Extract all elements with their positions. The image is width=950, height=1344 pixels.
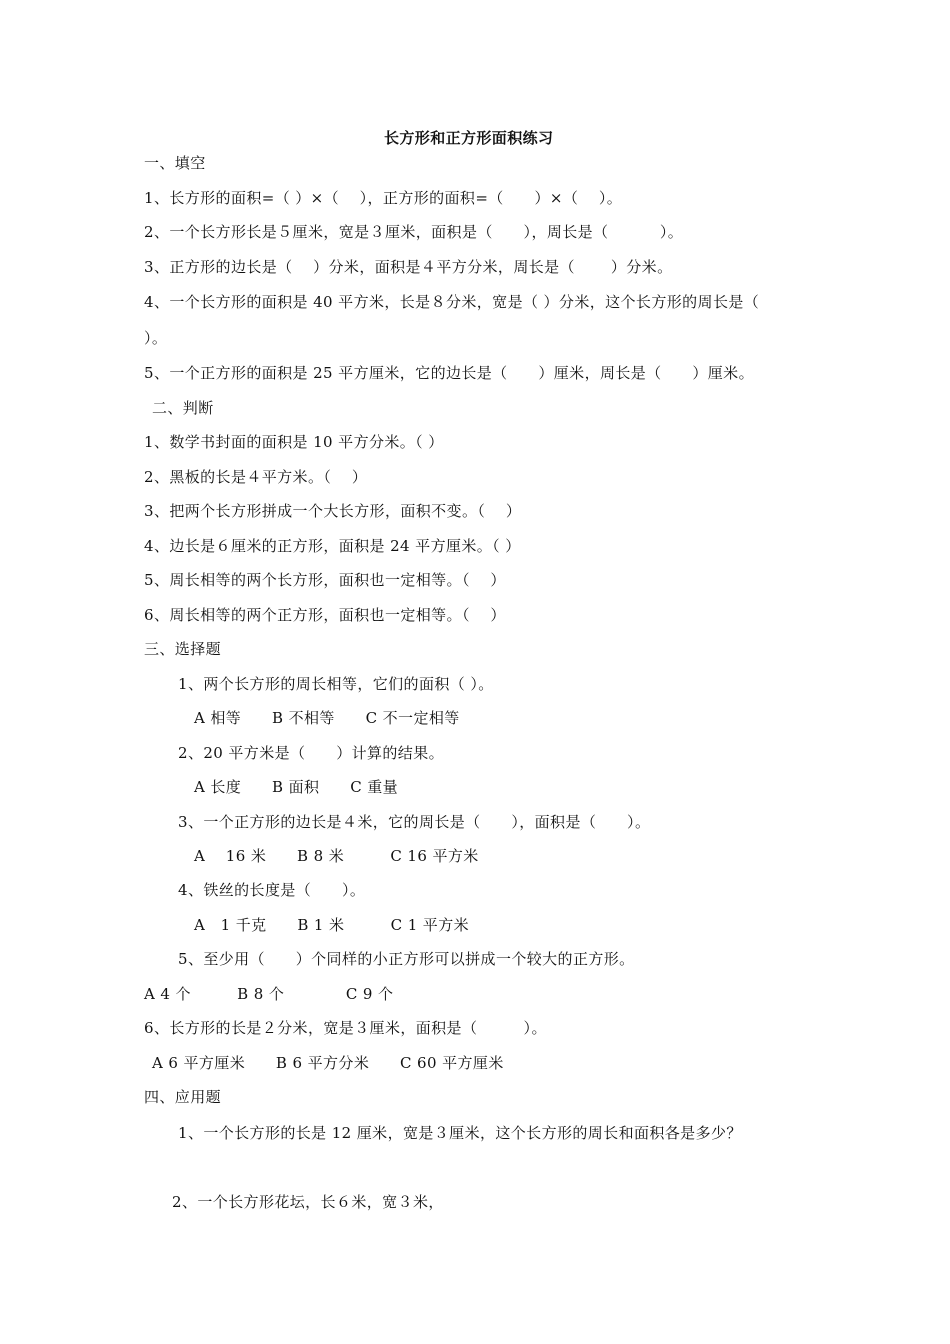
judge-item-3: 3、把两个长方形拼成一个大长方形，面积不变。（ ）	[144, 502, 522, 520]
choice-question-2: 2、20 平方米是（ ）计算的结果。	[178, 744, 444, 762]
choice-options-5: A 4 个 B 8 个 C 9 个	[144, 985, 394, 1003]
judge-item-4: 4、边长是６厘米的正方形，面积是 24 平方厘米。（ ）	[144, 537, 521, 555]
fill-blank-item-2: 2、一个长方形长是５厘米，宽是３厘米，面积是（ ），周长是（ ）。	[144, 223, 684, 241]
choice-question-3: 3、一个正方形的边长是４米，它的周长是（ ），面积是（ ）。	[178, 813, 651, 831]
choice-options-4: A 1 千克 B 1 米 C 1 平方米	[194, 916, 470, 934]
choice-question-4: 4、铁丝的长度是（ ）。	[178, 881, 366, 899]
choice-options-2: A 长度 B 面积 C 重量	[194, 778, 399, 796]
page-title: 长方形和正方形面积练习	[384, 129, 554, 147]
choice-options-6: A 6 平方厘米 B 6 平方分米 C 60 平方厘米	[152, 1054, 504, 1072]
section-heading-judge: 二、判断	[152, 399, 214, 417]
choice-options-1: A 相等 B 不相等 C 不一定相等	[194, 709, 460, 727]
judge-item-1: 1、数学书封面的面积是 10 平方分米。（ ）	[144, 433, 444, 451]
section-heading-application: 四、应用题	[144, 1088, 222, 1106]
choice-question-6: 6、长方形的长是２分米，宽是３厘米，面积是（ ）。	[144, 1019, 547, 1037]
fill-blank-item-4-continued: ）。	[144, 329, 168, 347]
judge-item-5: 5、周长相等的两个长方形，面积也一定相等。（ ）	[144, 571, 506, 589]
application-question-1: 1、一个长方形的长是 12 厘米，宽是３厘米，这个长方形的周长和面积各是多少？	[178, 1124, 742, 1142]
fill-blank-item-4: 4、一个长方形的面积是 40 平方米，长是８分米，宽是（ ）分米，这个长方形的周长是（	[144, 293, 760, 311]
choice-options-3: A 16 米 B 8 米 C 16 平方米	[194, 847, 479, 865]
section-heading-fill-blank: 一、填空	[144, 154, 206, 172]
application-question-2: 2、一个长方形花坛，长６米，宽３米，	[172, 1193, 444, 1211]
judge-item-2: 2、黑板的长是４平方米。（ ）	[144, 468, 368, 486]
section-heading-choice: 三、选择题	[144, 640, 222, 658]
fill-blank-item-5: 5、一个正方形的面积是 25 平方厘米，它的边长是（ ）厘米，周长是（ ）厘米。	[144, 364, 754, 382]
choice-question-5: 5、至少用（ ）个同样的小正方形可以拼成一个较大的正方形。	[178, 950, 635, 968]
fill-blank-item-3: 3、正方形的边长是（ ）分米，面积是４平方分米，周长是（ ）分米。	[144, 258, 673, 276]
fill-blank-item-1: 1、长方形的面积=（ ）×（ ），正方形的面积=（ ）×（ ）。	[144, 189, 623, 207]
judge-item-6: 6、周长相等的两个正方形，面积也一定相等。（ ）	[144, 606, 506, 624]
choice-question-1: 1、两个长方形的周长相等，它们的面积（ ）。	[178, 675, 494, 693]
